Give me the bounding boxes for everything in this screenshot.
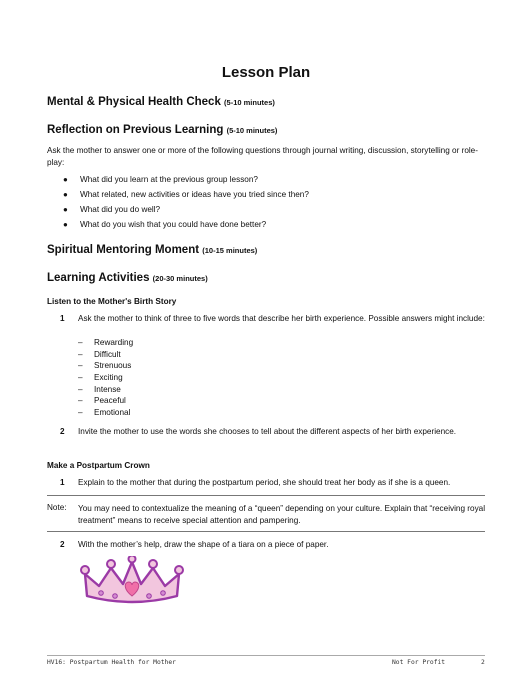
footer-rule [47, 655, 485, 656]
dash-marker: – [78, 349, 83, 359]
tiara-jewel [175, 566, 183, 574]
dash-marker: – [78, 384, 83, 394]
step-number: 2 [60, 540, 65, 549]
bullet-icon: ● [63, 205, 68, 214]
footer-page-number: 2 [481, 659, 485, 666]
heading-text: Learning Activities [47, 272, 150, 284]
bullet-item [63, 217, 483, 232]
note-label: Note: [47, 503, 67, 512]
reflection-bullet-list [63, 172, 483, 232]
subheading-crown: Make a Postpartum Crown [47, 461, 150, 470]
heading-time: (5-10 minutes) [224, 98, 275, 107]
bullet-text: What did you do well? [80, 205, 161, 214]
section-heading-spiritual [47, 244, 257, 256]
bullet-text: What do you wish that you could have done better? [80, 220, 267, 229]
heading-time: (10-15 minutes) [202, 246, 258, 255]
list-item [78, 337, 278, 349]
bullet-text: What related, new activities or ideas have you tried since then? [80, 190, 309, 199]
list-item-text: Peaceful [94, 396, 126, 406]
reflection-intro: Ask the mother to answer one or more of the following questions through journal writing, discussion, storytelling or role-play: [47, 146, 478, 167]
list-item [78, 349, 278, 361]
bullet-text: What did you learn at the previous group lesson? [80, 175, 258, 184]
section-heading-health-check [47, 96, 275, 108]
list-item-text: Emotional [94, 408, 131, 418]
step-number: 1 [60, 478, 65, 487]
step-text: With the mother’s help, draw the shape of a tiara on a piece of paper. [78, 540, 329, 549]
bullet-item [63, 172, 483, 187]
page-title: Lesson Plan [221, 64, 311, 81]
step-number: 1 [60, 314, 65, 323]
step-text: Invite the mother to use the words she chooses to tell about the different aspects of her birth experience. [78, 427, 457, 436]
footer-notice: Not For Profit [392, 659, 446, 666]
step-text: Explain to the mother that during the postpartum period, she should treat her body as if she is a queen. [78, 478, 451, 487]
dash-marker: – [78, 338, 83, 347]
subheading-birth-story: Listen to the Mother's Birth Story [47, 297, 177, 306]
note-divider-top [47, 495, 485, 496]
step-number: 2 [60, 427, 65, 436]
list-item [78, 372, 278, 384]
tiara-jewel-small [99, 591, 104, 596]
bullet-item [63, 187, 483, 202]
tiara-jewel-small [161, 591, 166, 596]
note-text: You may need to contextualize the meaning of a “queen” depending on your culture. Explain that “receiving royal treatment” means to receive special attention and pampering. [78, 504, 486, 525]
list-item-text: Difficult [94, 349, 121, 359]
heading-text: Mental & Physical Health Check [47, 96, 221, 108]
section-heading-reflection [47, 124, 277, 136]
step-text: Ask the mother to think of three to five words that describe her birth experience. Possible answers might include: [78, 314, 485, 323]
list-item [78, 395, 278, 407]
list-item-text: Strenuous [94, 361, 132, 371]
list-item-text: Exciting [94, 373, 123, 383]
dash-marker: – [78, 373, 83, 383]
section-heading-learning [47, 272, 208, 284]
bullet-icon: ● [63, 220, 68, 229]
dash-marker: – [78, 408, 83, 418]
tiara-jewel [107, 560, 115, 568]
list-item [78, 384, 278, 396]
tiara-jewel [149, 560, 157, 568]
list-item [78, 407, 278, 419]
heading-text: Reflection on Previous Learning [47, 124, 224, 136]
tiara-jewel [129, 556, 136, 563]
heading-time: (5-10 minutes) [226, 126, 278, 135]
bullet-icon: ● [63, 175, 68, 184]
bullet-icon: ● [63, 190, 68, 199]
list-item-text: Intense [94, 384, 121, 394]
word-list [78, 337, 278, 419]
list-item [78, 360, 278, 372]
tiara-jewel [81, 566, 89, 574]
dash-marker: – [78, 396, 83, 406]
note-divider-bottom [47, 531, 485, 532]
bullet-item [63, 202, 483, 217]
tiara-jewel-small [147, 594, 152, 599]
heading-time: (20-30 minutes) [152, 274, 208, 283]
heading-text: Spiritual Mentoring Moment [47, 244, 200, 256]
dash-marker: – [78, 361, 83, 371]
tiara-illustration [77, 556, 187, 606]
tiara-jewel-small [113, 594, 118, 599]
list-item-text: Rewarding [94, 338, 134, 347]
footer-course-title: HV16: Postpartum Health for Mother [47, 659, 176, 666]
